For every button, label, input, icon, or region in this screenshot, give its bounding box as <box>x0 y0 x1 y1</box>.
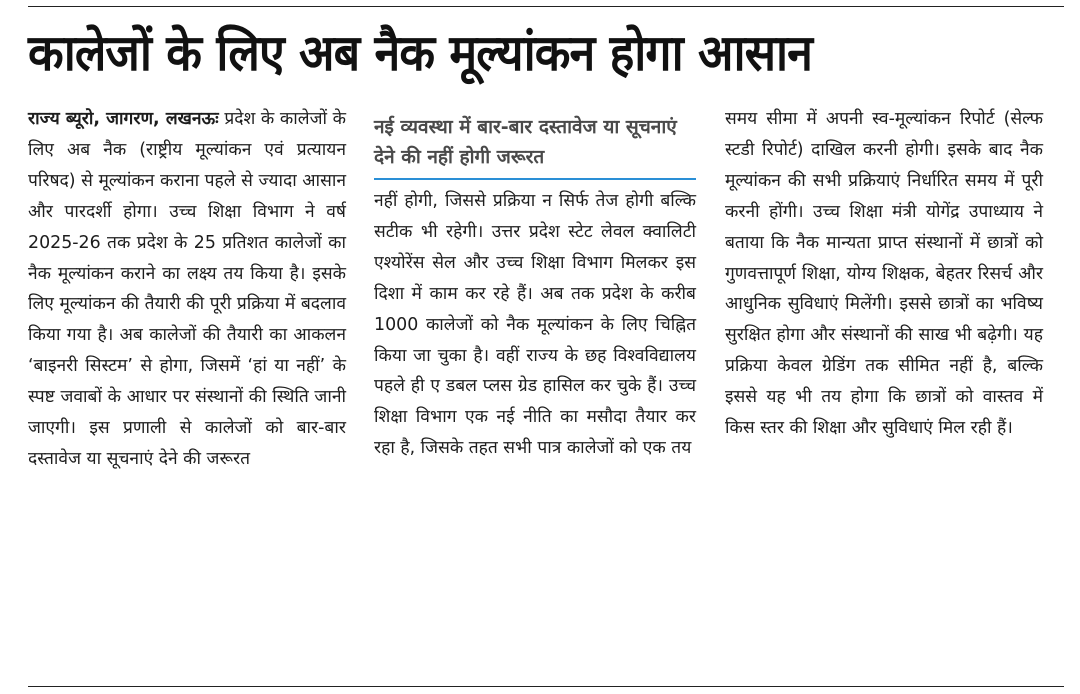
byline: राज्य ब्यूरो, जागरण, लखनऊः <box>28 109 219 129</box>
subheading: नई व्यवस्था में बार-बार दस्तावेज या सूचनाएं देने की नहीं होगी जरूरत <box>374 112 696 180</box>
article-column-3 <box>725 104 1043 444</box>
column-2-text: नहीं होगी, जिससे प्रक्रिया न सिर्फ तेज होगी बल्कि सटीक भी रहेगी। उत्तर प्रदेश स्टेट लेवल क्वालिटी एश्योरेंस सेल और उच्च शिक्षा विभाग मिलकर इस दिशा में काम कर रहे हैं। अब तक प्रदेश के करीब 1000 कालेजों को नैक मूल्यांकन के लिए चिह्नित किया जा चुका है। वहीं राज्य के छह विश्वविद्यालय पहले ही ए डबल प्लस ग्रेड हासिल कर चुके हैं। उच्च शिक्षा विभाग एक नई नीति का मसौदा तैयार कर रहा है, जिसके तहत सभी पात्र कालेजों को एक तय <box>374 191 696 459</box>
article-column-2 <box>374 104 696 464</box>
column-1-text: प्रदेश के कालेजों के लिए अब नैक (राष्ट्रीय मूल्यांकन एवं प्रत्यायन परिषद) से मूल्यांकन कराना पहले से ज्यादा आसान और पारदर्शी होगा। उच्च शिक्षा विभाग ने वर्ष 2025-26 तक प्रदेश के 25 प्रतिशत कालेजों का नैक मूल्यांकन कराने का लक्ष्य तय किया है। इसके लिए मूल्यांकन की तैयारी की पूरी प्रक्रिया में बदलाव किया गया है। अब कालेजों की तैयारी का आकलन ‘बाइनरी सिस्टम’ से होगा, जिसमें ‘हां या नहीं’ के स्पष्ट जवाबों के आधार पर संस्थानों की स्थिति जानी जाएगी। इस प्रणाली से कालेजों को बार-बार दस्तावेज या सूचनाएं देने की जरूरत <box>28 109 346 469</box>
column-1-paragraph <box>28 104 346 475</box>
headline: कालेजों के लिए अब नैक मूल्यांकन होगा आसान <box>28 24 812 82</box>
bottom-divider <box>28 686 1064 687</box>
article-column-1 <box>28 104 346 475</box>
top-divider <box>28 0 1064 7</box>
column-3-text: समय सीमा में अपनी स्व-मूल्यांकन रिपोर्ट (सेल्फ स्टडी रिपोर्ट) दाखिल करनी होगी। इसके बाद नैक मूल्यांकन की सभी प्रक्रियाएं निर्धारित समय में पूरी करनी होंगी। उच्च शिक्षा मंत्री योगेंद्र उपाध्याय ने बताया कि नैक मान्यता प्राप्त संस्थानों में छात्रों को गुणवत्तापूर्ण शिक्षा, योग्य शिक्षक, बेहतर रिसर्च और आधुनिक सुविधाएं मिलेंगी। इससे छात्रों का भविष्य सुरक्षित होगा और संस्थानों की साख भी बढ़ेगी। यह प्रक्रिया केवल ग्रेडिंग तक सीमित नहीं है, बल्कि इससे यह भी तय होगा कि छात्रों को वास्तव में किस स्तर की शिक्षा और सुविधाएं मिल रही हैं। <box>725 109 1043 439</box>
